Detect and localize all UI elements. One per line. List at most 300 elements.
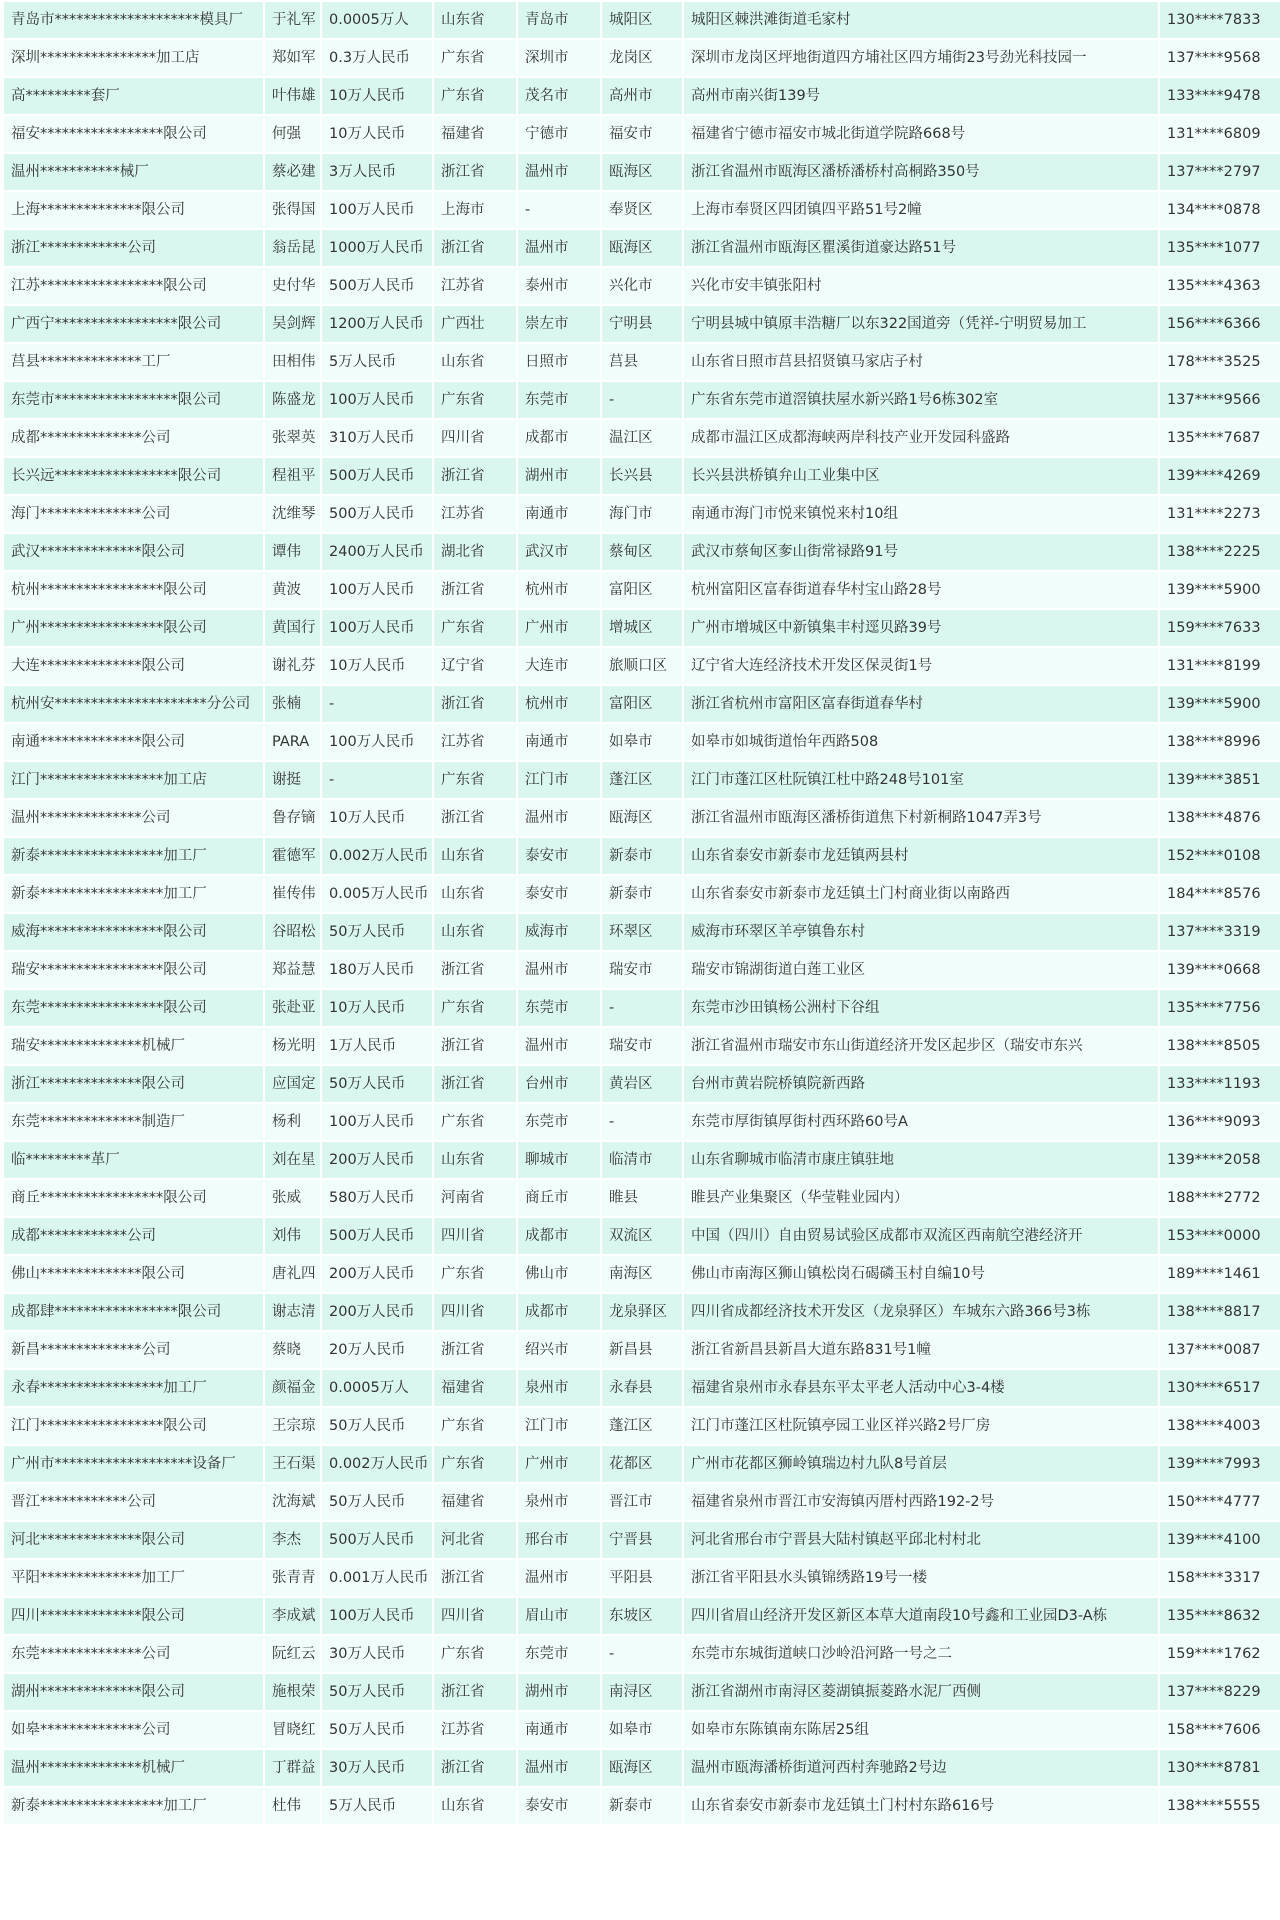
table-row (4, 1180, 1280, 1216)
city-cell: 温州市 (518, 1028, 600, 1064)
phone-cell: 159****7633 (1160, 610, 1280, 646)
district-cell: 瓯海区 (602, 1750, 682, 1786)
legal-person-cell: 张楠 (265, 686, 320, 722)
phone-cell: 136****9093 (1160, 1104, 1280, 1140)
province-cell: 广东省 (434, 40, 516, 76)
province-cell: 广东省 (434, 1446, 516, 1482)
legal-person-cell: 鲁存镝 (265, 800, 320, 836)
province-cell: 山东省 (434, 344, 516, 380)
city-cell: 成都市 (518, 1218, 600, 1254)
phone-cell: 138****4003 (1160, 1408, 1280, 1444)
phone-cell: 188****2772 (1160, 1180, 1280, 1216)
table-row (4, 1142, 1280, 1178)
table-row (4, 268, 1280, 304)
city-cell: 崇左市 (518, 306, 600, 342)
company-name-cell: 东莞**************制造厂 (4, 1104, 263, 1140)
registered-capital-cell: 200万人民币 (322, 1294, 432, 1330)
city-cell: 佛山市 (518, 1256, 600, 1292)
table-row (4, 914, 1280, 950)
table-row (4, 1636, 1280, 1672)
phone-cell: 137****8229 (1160, 1674, 1280, 1710)
city-cell: 成都市 (518, 1294, 600, 1330)
city-cell: 泰安市 (518, 1788, 600, 1824)
district-cell: 蓬江区 (602, 1408, 682, 1444)
district-cell: 东坡区 (602, 1598, 682, 1634)
province-cell: 福建省 (434, 1484, 516, 1520)
table-row (4, 1332, 1280, 1368)
city-cell: 威海市 (518, 914, 600, 950)
district-cell: 龙岗区 (602, 40, 682, 76)
address-cell: 温州市瓯海潘桥街道河西村奔驰路2号边 (684, 1750, 1158, 1786)
company-name-cell: 新泰*****************加工厂 (4, 838, 263, 874)
district-cell: 永春县 (602, 1370, 682, 1406)
address-cell: 福建省泉州市晋江市安海镇丙厝村西路192-2号 (684, 1484, 1158, 1520)
legal-person-cell: 颜福金 (265, 1370, 320, 1406)
company-name-cell: 瑞安**************机械厂 (4, 1028, 263, 1064)
phone-cell: 139****4100 (1160, 1522, 1280, 1558)
phone-cell: 159****1762 (1160, 1636, 1280, 1672)
province-cell: 广东省 (434, 1256, 516, 1292)
city-cell: 青岛市 (518, 2, 600, 38)
city-cell: 湖州市 (518, 1674, 600, 1710)
city-cell: 温州市 (518, 230, 600, 266)
district-cell: 瑞安市 (602, 1028, 682, 1064)
address-cell: 四川省眉山经济开发区新区本草大道南段10号鑫和工业园D3-A栋 (684, 1598, 1158, 1634)
company-name-cell: 成都肆*****************限公司 (4, 1294, 263, 1330)
legal-person-cell: 施根荣 (265, 1674, 320, 1710)
city-cell: 南通市 (518, 1712, 600, 1748)
district-cell: 双流区 (602, 1218, 682, 1254)
registered-capital-cell: 30万人民币 (322, 1636, 432, 1672)
legal-person-cell: 张赴亚 (265, 990, 320, 1026)
legal-person-cell: 阮红云 (265, 1636, 320, 1672)
legal-person-cell: 谷昭松 (265, 914, 320, 950)
company-name-cell: 江门*****************加工店 (4, 762, 263, 798)
phone-cell: 135****1077 (1160, 230, 1280, 266)
province-cell: 浙江省 (434, 1028, 516, 1064)
table-row (4, 154, 1280, 190)
province-cell: 浙江省 (434, 458, 516, 494)
registered-capital-cell: 10万人民币 (322, 116, 432, 152)
table-row (4, 1598, 1280, 1634)
phone-cell: 158****3317 (1160, 1560, 1280, 1596)
district-cell: 新泰市 (602, 876, 682, 912)
registered-capital-cell: 50万人民币 (322, 914, 432, 950)
company-name-cell: 广西宁*****************限公司 (4, 306, 263, 342)
table-row (4, 306, 1280, 342)
address-cell: 兴化市安丰镇张阳村 (684, 268, 1158, 304)
address-cell: 宁明县城中镇原丰浩糖厂以东322国道旁（凭祥-宁明贸易加工 (684, 306, 1158, 342)
address-cell: 山东省泰安市新泰市龙廷镇土门村商业街以南路西 (684, 876, 1158, 912)
province-cell: 浙江省 (434, 800, 516, 836)
legal-person-cell: 谢挺 (265, 762, 320, 798)
table-row (4, 762, 1280, 798)
legal-person-cell: 谭伟 (265, 534, 320, 570)
legal-person-cell: 郑如军 (265, 40, 320, 76)
phone-cell: 189****1461 (1160, 1256, 1280, 1292)
registered-capital-cell: 500万人民币 (322, 496, 432, 532)
company-name-cell: 成都**************公司 (4, 420, 263, 456)
city-cell: 南通市 (518, 496, 600, 532)
city-cell: 泰安市 (518, 838, 600, 874)
city-cell: 深圳市 (518, 40, 600, 76)
phone-cell: 138****8817 (1160, 1294, 1280, 1330)
table-row (4, 1370, 1280, 1406)
address-cell: 浙江省温州市瓯海区瞿溪街道豪达路51号 (684, 230, 1158, 266)
company-name-cell: 新泰*****************加工厂 (4, 1788, 263, 1824)
province-cell: 山东省 (434, 1788, 516, 1824)
registered-capital-cell: 0.002万人民币 (322, 838, 432, 874)
address-cell: 成都市温江区成都海峡两岸科技产业开发园科盛路 (684, 420, 1158, 456)
province-cell: 江苏省 (434, 496, 516, 532)
province-cell: 广东省 (434, 78, 516, 114)
legal-person-cell: 于礼军 (265, 2, 320, 38)
phone-cell: 131****2273 (1160, 496, 1280, 532)
phone-cell: 137****2797 (1160, 154, 1280, 190)
phone-cell: 135****8632 (1160, 1598, 1280, 1634)
table-row (4, 458, 1280, 494)
company-name-cell: 瑞安*****************限公司 (4, 952, 263, 988)
legal-person-cell: 刘伟 (265, 1218, 320, 1254)
legal-person-cell: 田相伟 (265, 344, 320, 380)
province-cell: 广东省 (434, 990, 516, 1026)
legal-person-cell: 张得国 (265, 192, 320, 228)
registered-capital-cell: 2400万人民币 (322, 534, 432, 570)
company-name-cell: 青岛市********************模具厂 (4, 2, 263, 38)
address-cell: 浙江省杭州市富阳区富春街道春华村 (684, 686, 1158, 722)
company-name-cell: 杭州*****************限公司 (4, 572, 263, 608)
company-name-cell: 广州市*******************设备厂 (4, 1446, 263, 1482)
table-row (4, 1750, 1280, 1786)
phone-cell: 152****0108 (1160, 838, 1280, 874)
address-cell: 广东省东莞市道滘镇扶屋水新兴路1号6栋302室 (684, 382, 1158, 418)
address-cell: 山东省泰安市新泰市龙廷镇两县村 (684, 838, 1158, 874)
phone-cell: 135****7756 (1160, 990, 1280, 1026)
district-cell: 福安市 (602, 116, 682, 152)
legal-person-cell: 冒晓红 (265, 1712, 320, 1748)
registered-capital-cell: 0.005万人民币 (322, 876, 432, 912)
phone-cell: 184****8576 (1160, 876, 1280, 912)
registered-capital-cell: - (322, 686, 432, 722)
company-name-cell: 杭州安*********************分公司 (4, 686, 263, 722)
address-cell: 东莞市东城街道峡口沙岭沿河路一号之二 (684, 1636, 1158, 1672)
district-cell: 瓯海区 (602, 800, 682, 836)
district-cell: 南浔区 (602, 1674, 682, 1710)
legal-person-cell: 应国定 (265, 1066, 320, 1102)
table-row (4, 952, 1280, 988)
city-cell: 广州市 (518, 1446, 600, 1482)
city-cell: 宁德市 (518, 116, 600, 152)
province-cell: 浙江省 (434, 1066, 516, 1102)
district-cell: 临清市 (602, 1142, 682, 1178)
address-cell: 浙江省温州市瓯海区潘桥潘桥村高桐路350号 (684, 154, 1158, 190)
company-name-cell: 永春*****************加工厂 (4, 1370, 263, 1406)
address-cell: 浙江省湖州市南浔区菱湖镇振菱路水泥厂西侧 (684, 1674, 1158, 1710)
province-cell: 山东省 (434, 914, 516, 950)
province-cell: 广东省 (434, 762, 516, 798)
registered-capital-cell: 50万人民币 (322, 1408, 432, 1444)
registered-capital-cell: 10万人民币 (322, 800, 432, 836)
city-cell: 杭州市 (518, 572, 600, 608)
table-row (4, 1256, 1280, 1292)
province-cell: 广东省 (434, 382, 516, 418)
province-cell: 浙江省 (434, 1674, 516, 1710)
province-cell: 浙江省 (434, 154, 516, 190)
company-name-cell: 温州***********械厂 (4, 154, 263, 190)
table-row (4, 686, 1280, 722)
legal-person-cell: 郑益慧 (265, 952, 320, 988)
province-cell: 山东省 (434, 1142, 516, 1178)
address-cell: 杭州富阳区富春街道春华村宝山路28号 (684, 572, 1158, 608)
company-name-cell: 江苏*****************限公司 (4, 268, 263, 304)
table-row (4, 1712, 1280, 1748)
table-row (4, 1560, 1280, 1596)
registered-capital-cell: 0.001万人民币 (322, 1560, 432, 1596)
district-cell: 如皋市 (602, 724, 682, 760)
legal-person-cell: 蔡必建 (265, 154, 320, 190)
district-cell: 富阳区 (602, 572, 682, 608)
district-cell: 旅顺口区 (602, 648, 682, 684)
legal-person-cell: 史付华 (265, 268, 320, 304)
company-name-cell: 福安*****************限公司 (4, 116, 263, 152)
table-row (4, 610, 1280, 646)
phone-cell: 131****8199 (1160, 648, 1280, 684)
district-cell: 瓯海区 (602, 230, 682, 266)
province-cell: 河南省 (434, 1180, 516, 1216)
city-cell: 南通市 (518, 724, 600, 760)
registered-capital-cell: 10万人民币 (322, 78, 432, 114)
province-cell: 江苏省 (434, 1712, 516, 1748)
company-name-cell: 浙江**************限公司 (4, 1066, 263, 1102)
address-cell: 瑞安市锦湖街道白莲工业区 (684, 952, 1158, 988)
address-cell: 睢县产业集聚区（华莹鞋业园内） (684, 1180, 1158, 1216)
registered-capital-cell: 3万人民币 (322, 154, 432, 190)
phone-cell: 130****7833 (1160, 2, 1280, 38)
table-row (4, 838, 1280, 874)
registered-capital-cell: 5万人民币 (322, 1788, 432, 1824)
table-row (4, 876, 1280, 912)
district-cell: 宁明县 (602, 306, 682, 342)
district-cell: 南海区 (602, 1256, 682, 1292)
table-row (4, 534, 1280, 570)
table-row (4, 724, 1280, 760)
district-cell: 温江区 (602, 420, 682, 456)
phone-cell: 158****7606 (1160, 1712, 1280, 1748)
province-cell: 四川省 (434, 420, 516, 456)
phone-cell: 138****5555 (1160, 1788, 1280, 1824)
registered-capital-cell: 500万人民币 (322, 1218, 432, 1254)
company-name-cell: 东莞市*****************限公司 (4, 382, 263, 418)
registered-capital-cell: 180万人民币 (322, 952, 432, 988)
province-cell: 江苏省 (434, 724, 516, 760)
company-name-cell: 海门**************公司 (4, 496, 263, 532)
district-cell: 环翠区 (602, 914, 682, 950)
registered-capital-cell: 100万人民币 (322, 382, 432, 418)
phone-cell: 139****3851 (1160, 762, 1280, 798)
address-cell: 浙江省平阳县水头镇锦绣路19号一楼 (684, 1560, 1158, 1596)
district-cell: 如皋市 (602, 1712, 682, 1748)
legal-person-cell: 翁岳昆 (265, 230, 320, 266)
phone-cell: 150****4777 (1160, 1484, 1280, 1520)
table-row (4, 1788, 1280, 1824)
legal-person-cell: 李成斌 (265, 1598, 320, 1634)
registered-capital-cell: 50万人民币 (322, 1484, 432, 1520)
city-cell: 湖州市 (518, 458, 600, 494)
district-cell: 城阳区 (602, 2, 682, 38)
city-cell: 温州市 (518, 1750, 600, 1786)
district-cell: - (602, 382, 682, 418)
company-name-cell: 江门*****************限公司 (4, 1408, 263, 1444)
table-row (4, 40, 1280, 76)
company-name-cell: 长兴远*****************限公司 (4, 458, 263, 494)
phone-cell: 139****4269 (1160, 458, 1280, 494)
district-cell: 瓯海区 (602, 154, 682, 190)
legal-person-cell: 崔传伟 (265, 876, 320, 912)
company-name-cell: 河北**************限公司 (4, 1522, 263, 1558)
company-name-cell: 南通**************限公司 (4, 724, 263, 760)
address-cell: 佛山市南海区狮山镇松岗石碣磷玉村自编10号 (684, 1256, 1158, 1292)
address-cell: 广州市增城区中新镇集丰村逕贝路39号 (684, 610, 1158, 646)
address-cell: 山东省泰安市新泰市龙廷镇土门村村东路616号 (684, 1788, 1158, 1824)
phone-cell: 133****9478 (1160, 78, 1280, 114)
registered-capital-cell: 310万人民币 (322, 420, 432, 456)
district-cell: 蓬江区 (602, 762, 682, 798)
registered-capital-cell: 50万人民币 (322, 1066, 432, 1102)
legal-person-cell: 谢志清 (265, 1294, 320, 1330)
province-cell: 浙江省 (434, 1750, 516, 1786)
legal-person-cell: 沈海斌 (265, 1484, 320, 1520)
legal-person-cell: 王石渠 (265, 1446, 320, 1482)
company-name-cell: 温州**************机械厂 (4, 1750, 263, 1786)
province-cell: 福建省 (434, 116, 516, 152)
company-name-cell: 佛山**************限公司 (4, 1256, 263, 1292)
company-name-cell: 湖州**************限公司 (4, 1674, 263, 1710)
district-cell: 平阳县 (602, 1560, 682, 1596)
address-cell: 深圳市龙岗区坪地街道四方埔社区四方埔街23号劲光科技园一 (684, 40, 1158, 76)
address-cell: 南通市海门市悦来镇悦来村10组 (684, 496, 1158, 532)
phone-cell: 134****0878 (1160, 192, 1280, 228)
company-name-cell: 大连**************限公司 (4, 648, 263, 684)
company-name-cell: 东莞**************公司 (4, 1636, 263, 1672)
table-row (4, 1408, 1280, 1444)
table-row (4, 1104, 1280, 1140)
phone-cell: 138****2225 (1160, 534, 1280, 570)
registered-capital-cell: 500万人民币 (322, 458, 432, 494)
city-cell: 茂名市 (518, 78, 600, 114)
city-cell: 邢台市 (518, 1522, 600, 1558)
province-cell: 河北省 (434, 1522, 516, 1558)
district-cell: 花都区 (602, 1446, 682, 1482)
province-cell: 山东省 (434, 876, 516, 912)
address-cell: 江门市蓬江区杜阮镇江杜中路248号101室 (684, 762, 1158, 798)
legal-person-cell: 蔡晓 (265, 1332, 320, 1368)
city-cell: 台州市 (518, 1066, 600, 1102)
table-row (4, 496, 1280, 532)
phone-cell: 137****9568 (1160, 40, 1280, 76)
registered-capital-cell: 50万人民币 (322, 1712, 432, 1748)
legal-person-cell: 杨利 (265, 1104, 320, 1140)
province-cell: 浙江省 (434, 572, 516, 608)
city-cell: 大连市 (518, 648, 600, 684)
address-cell: 东莞市沙田镇杨公洲村下谷组 (684, 990, 1158, 1026)
table-row (4, 78, 1280, 114)
province-cell: 广东省 (434, 1104, 516, 1140)
company-name-cell: 广州*****************限公司 (4, 610, 263, 646)
province-cell: 湖北省 (434, 534, 516, 570)
table-row (4, 420, 1280, 456)
legal-person-cell: 吴剑辉 (265, 306, 320, 342)
legal-person-cell: 何强 (265, 116, 320, 152)
legal-person-cell: 唐礼四 (265, 1256, 320, 1292)
district-cell: 增城区 (602, 610, 682, 646)
phone-cell: 137****3319 (1160, 914, 1280, 950)
district-cell: 龙泉驿区 (602, 1294, 682, 1330)
company-name-cell: 深圳****************加工店 (4, 40, 263, 76)
city-cell: 泉州市 (518, 1370, 600, 1406)
district-cell: - (602, 1636, 682, 1672)
legal-person-cell: 王宗琼 (265, 1408, 320, 1444)
company-name-cell: 临*********革厂 (4, 1142, 263, 1178)
registered-capital-cell: 100万人民币 (322, 1598, 432, 1634)
city-cell: 温州市 (518, 800, 600, 836)
address-cell: 城阳区棘洪滩街道毛家村 (684, 2, 1158, 38)
legal-person-cell: 刘在星 (265, 1142, 320, 1178)
legal-person-cell: 张青青 (265, 1560, 320, 1596)
table-row (4, 572, 1280, 608)
district-cell: 瑞安市 (602, 952, 682, 988)
address-cell: 东莞市厚街镇厚街村西环路60号A (684, 1104, 1158, 1140)
registered-capital-cell: 100万人民币 (322, 572, 432, 608)
company-name-cell: 新昌**************公司 (4, 1332, 263, 1368)
address-cell: 福建省宁德市福安市城北街道学院路668号 (684, 116, 1158, 152)
district-cell: 兴化市 (602, 268, 682, 304)
address-cell: 武汉市蔡甸区奓山街常禄路91号 (684, 534, 1158, 570)
table-row (4, 1218, 1280, 1254)
city-cell: 泰安市 (518, 876, 600, 912)
registered-capital-cell: 100万人民币 (322, 610, 432, 646)
address-cell: 如皋市如城街道怡年西路508 (684, 724, 1158, 760)
address-cell: 台州市黄岩院桥镇院新西路 (684, 1066, 1158, 1102)
table-row (4, 382, 1280, 418)
legal-person-cell: 黄波 (265, 572, 320, 608)
address-cell: 浙江省新昌县新昌大道东路831号1幢 (684, 1332, 1158, 1368)
registered-capital-cell: 0.3万人民币 (322, 40, 432, 76)
district-cell: 睢县 (602, 1180, 682, 1216)
company-name-cell: 高*********套厂 (4, 78, 263, 114)
city-cell: 温州市 (518, 154, 600, 190)
province-cell: 浙江省 (434, 230, 516, 266)
city-cell: 东莞市 (518, 1636, 600, 1672)
city-cell: 日照市 (518, 344, 600, 380)
legal-person-cell: 陈盛龙 (265, 382, 320, 418)
phone-cell: 137****0087 (1160, 1332, 1280, 1368)
district-cell: 莒县 (602, 344, 682, 380)
district-cell: 高州市 (602, 78, 682, 114)
city-cell: 绍兴市 (518, 1332, 600, 1368)
phone-cell: 133****1193 (1160, 1066, 1280, 1102)
registered-capital-cell: 100万人民币 (322, 192, 432, 228)
table-row (4, 1674, 1280, 1710)
table-row (4, 1522, 1280, 1558)
district-cell: 富阳区 (602, 686, 682, 722)
registered-capital-cell: 580万人民币 (322, 1180, 432, 1216)
province-cell: 上海市 (434, 192, 516, 228)
registered-capital-cell: 5万人民币 (322, 344, 432, 380)
district-cell: 新泰市 (602, 838, 682, 874)
registered-capital-cell: 10万人民币 (322, 990, 432, 1026)
district-cell: 长兴县 (602, 458, 682, 494)
province-cell: 浙江省 (434, 686, 516, 722)
